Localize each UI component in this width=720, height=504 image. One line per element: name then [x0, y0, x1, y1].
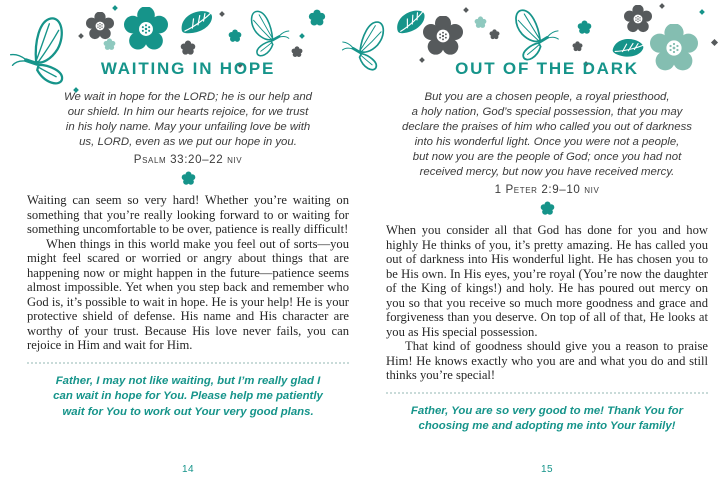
small-flower-icon	[228, 29, 242, 43]
dot-accent	[299, 33, 305, 39]
dotted-divider	[386, 392, 708, 394]
dot-accent	[112, 5, 118, 11]
body-paragraph: Waiting can seem so very hard! Whether you’re waiting on something that you’re really looking forward to or waiting for something uncomfortable to be over, patience is really difficult!	[27, 193, 349, 236]
scripture-line: But you are a chosen people, a royal priesthood,	[424, 91, 670, 103]
prayer-line: wait for You to work out Your very good plans.	[62, 405, 314, 418]
devotional-body	[386, 223, 708, 383]
prayer-line: can wait in hope for You. Please help me patiently	[53, 390, 323, 402]
flower-divider-icon	[540, 201, 555, 216]
prayer-line: choosing me and adopting me into Your family!	[418, 420, 676, 432]
small-flower-icon	[291, 46, 303, 58]
scripture-reference: 1 Peter 2:9–10 niv	[494, 183, 600, 196]
dot-accent	[78, 33, 84, 39]
prayer-text	[386, 404, 708, 435]
scripture-line: our shield. In him our hearts rejoice, for we trust	[67, 106, 309, 118]
scripture-line: us, LORD, even as we put our hope in you.	[79, 136, 297, 148]
page-right	[386, 58, 708, 475]
flower-icon	[124, 7, 168, 51]
small-flower-icon	[572, 41, 583, 52]
small-flower-icon	[103, 38, 116, 51]
devotional-body	[27, 193, 349, 353]
dot-accent	[711, 39, 718, 46]
scripture-reference: Psalm 33:20–22 niv	[133, 153, 243, 166]
flower-icon	[624, 5, 652, 33]
page-left	[27, 58, 349, 475]
page-number: 15	[540, 464, 554, 475]
small-flower-icon	[308, 9, 326, 27]
scripture-line: We wait in hope for the LORD; he is our help and	[64, 91, 312, 103]
scripture-line: into his wonderful light. Once you were not a people,	[414, 136, 680, 148]
small-flower-icon	[474, 16, 487, 29]
body-paragraph: That kind of goodness should give you a reason to praise Him! He knows exactly who you are and what you do and still thinks you’re special!	[386, 339, 708, 382]
small-flower-icon	[489, 29, 500, 40]
dot-accent	[699, 9, 705, 15]
dot-accent	[659, 3, 665, 9]
small-flower-icon	[577, 20, 592, 35]
prayer-text	[27, 374, 349, 421]
scripture-line: a holy nation, God’s special possession, that you may	[411, 106, 683, 118]
scripture-line: declare the praises of him who called you out of darkness	[402, 121, 692, 133]
dot-accent	[219, 11, 225, 17]
small-flower-icon	[180, 40, 196, 56]
flower-icon	[86, 12, 114, 40]
dotted-divider	[27, 362, 349, 364]
prayer-line: Father, You are so very good to me! Thank You for	[410, 404, 684, 417]
page-number: 14	[181, 464, 195, 475]
scripture-quote	[386, 90, 708, 180]
prayer-line: Father, I may not like waiting, but I’m really glad I	[55, 374, 321, 387]
page-title: OUT OF THE DARK	[455, 59, 639, 78]
scripture-line: received mercy, but now you have received mercy.	[419, 166, 675, 178]
leaf-icon	[178, 8, 217, 37]
flower-divider-icon	[181, 171, 196, 186]
butterfly-icon	[240, 5, 299, 64]
page-title: WAITING IN HOPE	[100, 59, 276, 78]
body-paragraph: When you consider all that God has done for you and how highly He thinks of you, it’s pretty amazing. He has called you out of darkness into His wonderful light. He has chosen you to be His own. In His eyes, you’re royal (You’re now the daughter of the King of kings!) and holy. He has poured out mercy on you so that you receive so much more goodness and grace and forgiveness than you deserve. On top of all of that, He looks at you as His special possession.	[386, 223, 708, 339]
dot-accent	[463, 7, 469, 13]
scripture-line: but now you are the people of God; once you had not	[412, 151, 682, 163]
scripture-quote	[27, 90, 349, 150]
body-paragraph: When things in this world make you feel out of sorts—you might feel scared or worried or angry about things that are happening now or might happen in the future—patience seems almost impossible. Yet when you step back and remember who God is, it’s possible to wait in hope. He is your help! He is your protective shield of defense. His name and His character are worthy of your trust. Because His love never fails, you can rejoice in Him and wait for Him.	[27, 236, 349, 352]
flower-icon	[423, 16, 463, 56]
scripture-line: in his holy name. May your unfailing love be with	[65, 121, 311, 133]
